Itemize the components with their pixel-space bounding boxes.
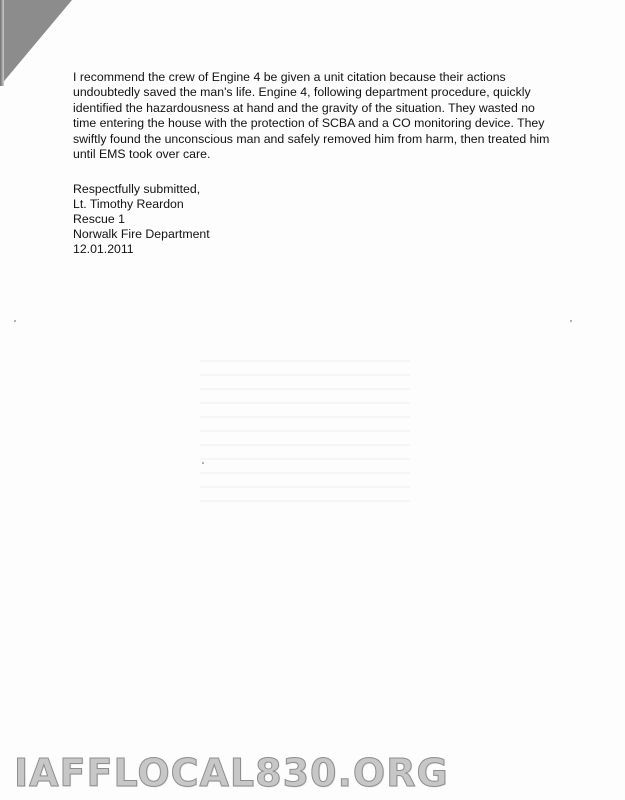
scan-speck <box>202 462 204 464</box>
bleed-through-text <box>200 360 410 510</box>
folded-corner <box>0 0 72 86</box>
signature-block <box>73 182 210 257</box>
department-name: Norwalk Fire Department <box>73 227 210 241</box>
letter-body: I recommend the crew of Engine 4 be given a unit citation because their actions undoubtedly saved the man's life. Engine 4, following department procedure, quickly identified the hazardousness at hand and the gravity of the situation. They wasted no time entering the house with the protection of SCBA and a CO monitoring device. They swiftly found the unconscious man and safely removed him from harm, then treated him until EMS took over care. <box>73 70 550 162</box>
scan-speck <box>14 320 16 322</box>
signer-unit: Rescue 1 <box>73 212 125 226</box>
scan-speck <box>570 320 572 322</box>
letter-date: 12.01.2011 <box>73 242 134 256</box>
signer-name: Lt. Timothy Reardon <box>73 197 184 211</box>
page-edge-shadow <box>0 0 4 86</box>
closing-line: Respectfully submitted, <box>73 182 201 196</box>
watermark: IAFFLOCAL830.ORG <box>14 751 449 795</box>
